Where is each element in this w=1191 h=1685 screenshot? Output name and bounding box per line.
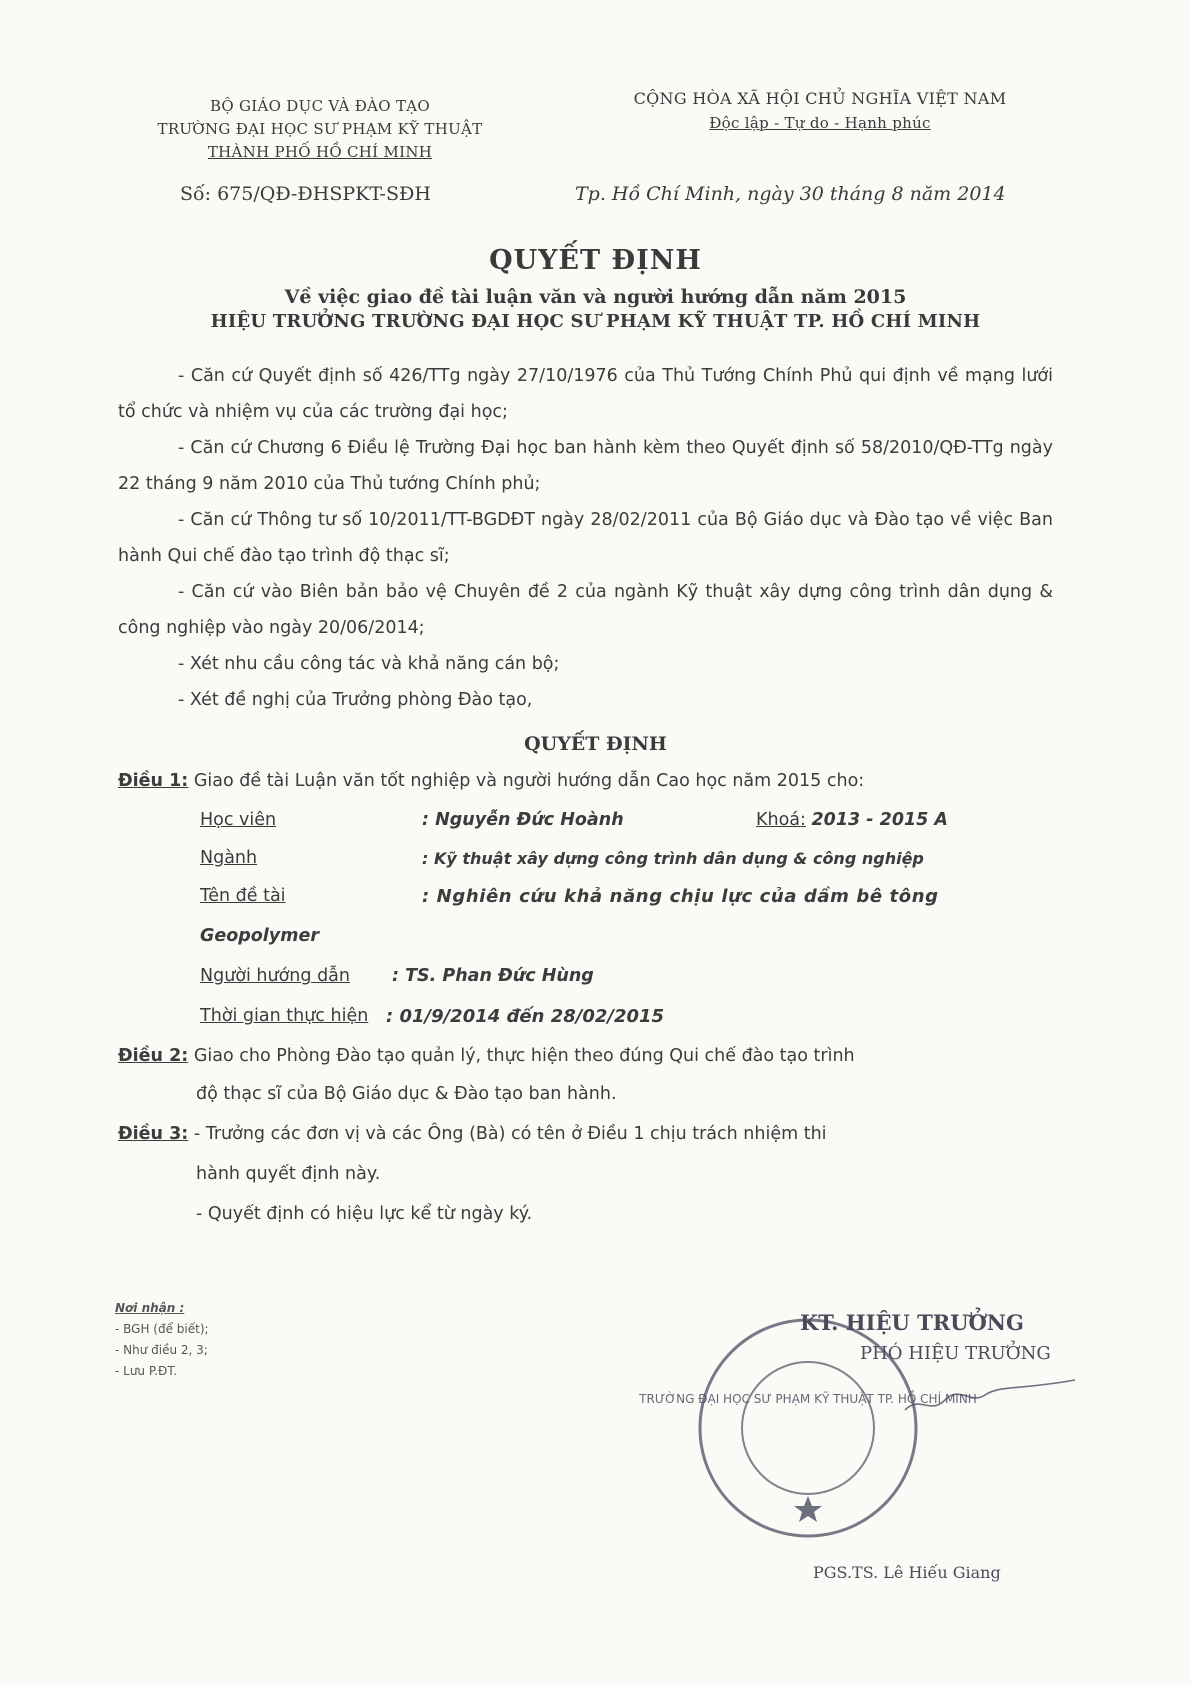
article-2 — [118, 1046, 855, 1066]
ground-1: - Căn cứ Quyết định số 426/TTg ngày 27/10/1976 của Thủ Tướng Chính Phủ qui định về mạng lưới tổ chức và nhiệm vụ của các trường đại học; — [118, 366, 1053, 422]
major-value: : Kỹ thuật xây dựng công trình dân dụng & công nghiệp — [422, 849, 924, 868]
topic-value: : Nghiên cứu khả năng chịu lực của dầm bê tông — [422, 886, 939, 907]
article-3-label: Điều 3: — [118, 1124, 189, 1144]
article-1-label: Điều 1: — [118, 771, 189, 791]
student-value: : Nguyễn Đức Hoành — [422, 810, 624, 830]
national-header — [600, 87, 1040, 135]
article-3-line2: hành quyết định này. — [196, 1164, 381, 1184]
major-label: Ngành — [200, 848, 258, 868]
decision-heading: QUYẾT ĐỊNH — [524, 733, 667, 755]
course-field — [756, 810, 948, 830]
recipient-item: - Lưu P.ĐT. — [115, 1364, 178, 1378]
advisor-value: : TS. Phan Đức Hùng — [392, 966, 594, 986]
period-label: Thời gian thực hiện — [200, 1006, 369, 1026]
topic-value-cont: Geopolymer — [200, 926, 319, 946]
ministry-name: BỘ GIÁO DỤC VÀ ĐÀO TẠO — [210, 97, 430, 115]
article-2-line1: Giao cho Phòng Đào tạo quản lý, thực hiện theo đúng Qui chế đào tạo trình — [193, 1046, 855, 1066]
course-label: Khoá: — [756, 810, 806, 830]
document-subject: Về việc giao đề tài luận văn và người hướng dẫn năm 2015 — [284, 286, 907, 308]
student-label: Học viên — [200, 810, 277, 830]
ground-2: - Căn cứ Chương 6 Điều lệ Trường Đại học ban hành kèm theo Quyết định số 58/2010/QĐ-TTg ngày 22 tháng 9 năm 2010 của Thủ tướng Chính phủ; — [118, 438, 1053, 494]
document-number: Số: 675/QĐ-ĐHSPKT-SĐH — [180, 183, 431, 205]
school-name-line1: TRƯỜNG ĐẠI HỌC SƯ PHẠM KỸ THUẬT — [157, 120, 483, 138]
recipients-block — [115, 1298, 209, 1382]
article-3 — [118, 1124, 827, 1144]
article-1 — [118, 771, 864, 791]
course-value: 2013 - 2015 A — [811, 810, 948, 830]
ground-6: - Xét đề nghị của Trưởng phòng Đào tạo, — [178, 690, 533, 710]
article-2-line2: độ thạc sĩ của Bộ Giáo dục & Đào tạo ban hành. — [196, 1084, 617, 1104]
ground-3: - Căn cứ Thông tư số 10/2011/TT-BGDĐT ngày 28/02/2011 của Bộ Giáo dục và Đào tạo về việc Ban hành Qui chế đào tạo trình độ thạc sĩ; — [118, 510, 1053, 566]
stamp-center-text: TRƯỜNG ĐẠI HỌC SƯ PHẠM KỸ THUẬT TP. HỒ CHÍ MINH — [639, 1392, 977, 1406]
article-3-line1: - Trưởng các đơn vị và các Ông (Bà) có tên ở Điều 1 chịu trách nhiệm thi — [193, 1124, 827, 1144]
issuer-block — [120, 95, 520, 164]
article-3-line3: - Quyết định có hiệu lực kể từ ngày ký. — [196, 1204, 533, 1224]
recipient-item: - BGH (để biết); — [115, 1322, 209, 1336]
signatory-title: KT. HIỆU TRƯỞNG — [800, 1310, 1024, 1335]
period-value: : 01/9/2014 đến 28/02/2015 — [386, 1006, 665, 1027]
recipients-heading: Nơi nhận : — [115, 1301, 185, 1315]
topic-label: Tên đề tài — [200, 886, 286, 906]
document-title: QUYẾT ĐỊNH — [489, 245, 702, 276]
document-issuer: HIỆU TRƯỞNG TRƯỜNG ĐẠI HỌC SƯ PHẠM KỸ THUẬT TP. HỒ CHÍ MINH — [210, 311, 981, 332]
country-name: CỘNG HÒA XÃ HỘI CHỦ NGHĨA VIỆT NAM — [633, 89, 1007, 108]
national-motto: Độc lập - Tự do - Hạnh phúc — [709, 114, 931, 132]
ground-4: - Căn cứ vào Biên bản bảo vệ Chuyên đề 2 của ngành Kỹ thuật xây dựng công trình dân dụng & công nghiệp vào ngày 20/06/2014; — [118, 582, 1053, 638]
ground-5: - Xét nhu cầu công tác và khả năng cán bộ; — [178, 654, 560, 674]
advisor-label: Người hướng dẫn — [200, 966, 350, 986]
signatory-name: PGS.TS. Lê Hiếu Giang — [813, 1563, 1001, 1582]
signatory-subtitle: PHÓ HIỆU TRƯỞNG — [860, 1343, 1051, 1364]
recipient-item: - Như điều 2, 3; — [115, 1343, 208, 1357]
school-name-line2: THÀNH PHỐ HỒ CHÍ MINH — [207, 143, 433, 161]
document-date: Tp. Hồ Chí Minh, ngày 30 tháng 8 năm 2014 — [575, 183, 1006, 205]
article-2-label: Điều 2: — [118, 1046, 189, 1066]
signature-scribble — [900, 1365, 1080, 1425]
article-1-text: Giao đề tài Luận văn tốt nghiệp và người hướng dẫn Cao học năm 2015 cho: — [193, 771, 865, 791]
